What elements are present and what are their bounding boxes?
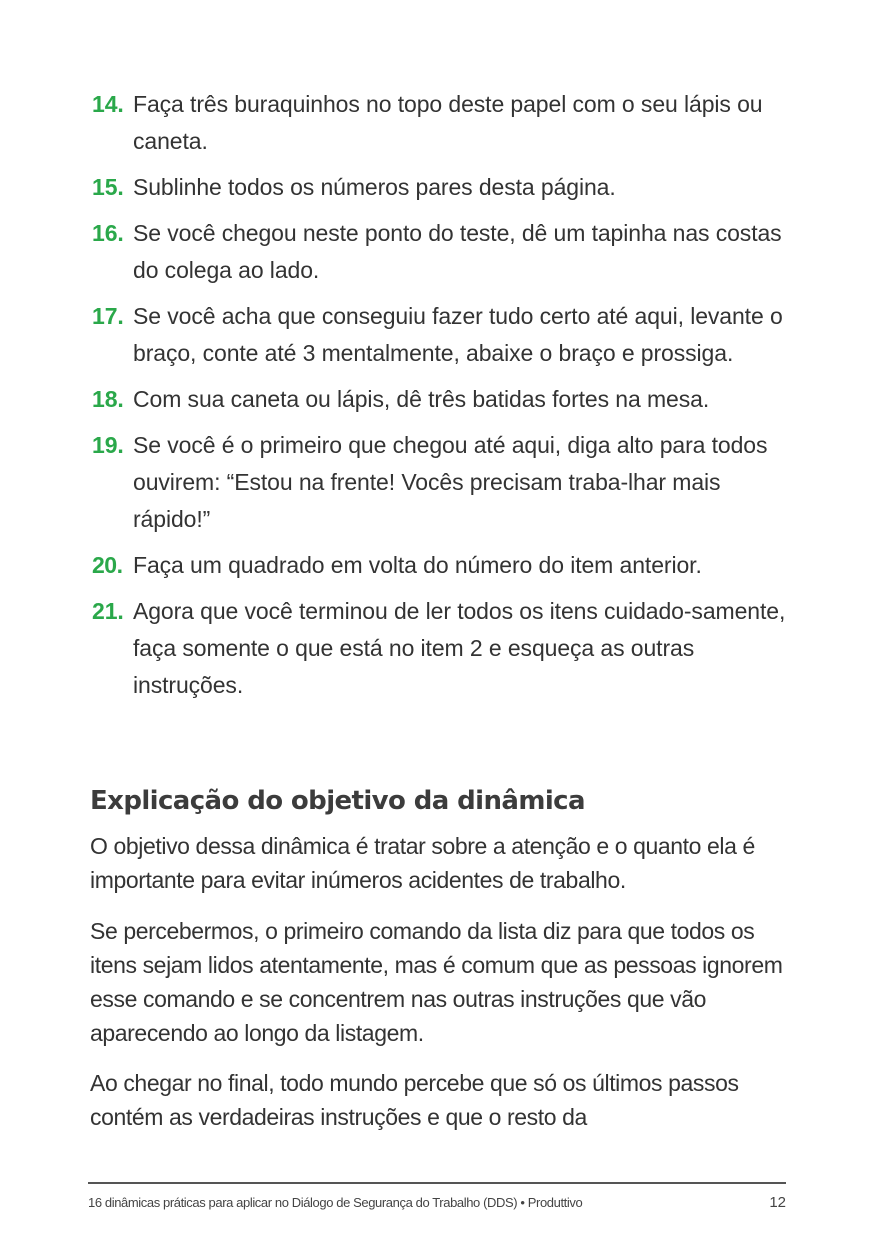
item-number: 21. <box>92 598 124 624</box>
list-item <box>92 427 792 538</box>
paragraph: Se percebermos, o primeiro comando da lista diz para que todos os itens sejam lidos atentamente, mas é comum que as pessoas ignorem esse comando e se concentrem nas outras instruções que vão aparecendo ao longo da listagem. <box>90 918 783 1046</box>
list-item <box>92 298 792 372</box>
list-item <box>92 381 792 418</box>
item-text: Se você é o primeiro que chegou até aqui, diga alto para todos ouvirem: “Estou na frente! Vocês precisam traba-lhar mais rápido!” <box>133 432 768 532</box>
paragraph: O objetivo dessa dinâmica é tratar sobre a atenção e o quanto ela é importante para evitar inúmeros acidentes de trabalho. <box>90 833 755 893</box>
item-number: 16. <box>92 220 124 246</box>
item-text: Se você chegou neste ponto do teste, dê um tapinha nas costas do colega ao lado. <box>133 220 782 283</box>
section-heading: Explicação do objetivo da dinâmica <box>90 786 585 816</box>
item-text: Faça um quadrado em volta do número do item anterior. <box>133 552 702 578</box>
item-number: 18. <box>92 386 124 412</box>
footer-text: 16 dinâmicas práticas para aplicar no Diálogo de Segurança do Trabalho (DDS) • Produttivo <box>88 1195 583 1210</box>
item-number: 14. <box>92 91 124 117</box>
item-text: Se você acha que conseguiu fazer tudo certo até aqui, levante o braço, conte até 3 mentalmente, abaixe o braço e prossiga. <box>133 303 783 366</box>
item-number: 15. <box>92 174 124 200</box>
instruction-list <box>92 86 792 713</box>
footer-divider <box>88 1182 786 1184</box>
list-item <box>92 215 792 289</box>
list-item <box>92 86 792 160</box>
item-text: Sublinhe todos os números pares desta página. <box>133 174 616 200</box>
page-number: 12 <box>769 1194 786 1211</box>
item-text: Faça três buraquinhos no topo deste papel com o seu lápis ou caneta. <box>133 91 763 154</box>
list-item <box>92 547 792 584</box>
item-text: Com sua caneta ou lápis, dê três batidas fortes na mesa. <box>133 386 710 412</box>
list-item <box>92 593 792 704</box>
item-number: 20. <box>92 552 123 578</box>
item-number: 17. <box>92 303 124 329</box>
item-text: Agora que você terminou de ler todos os itens cuidado-samente, faça somente o que está no item 2 e esqueça as outras instruções. <box>133 598 786 698</box>
list-item <box>92 169 792 206</box>
paragraph: Ao chegar no final, todo mundo percebe que só os últimos passos contém as verdadeiras instruções e que o resto da <box>90 1070 739 1130</box>
item-number: 19. <box>92 432 124 458</box>
